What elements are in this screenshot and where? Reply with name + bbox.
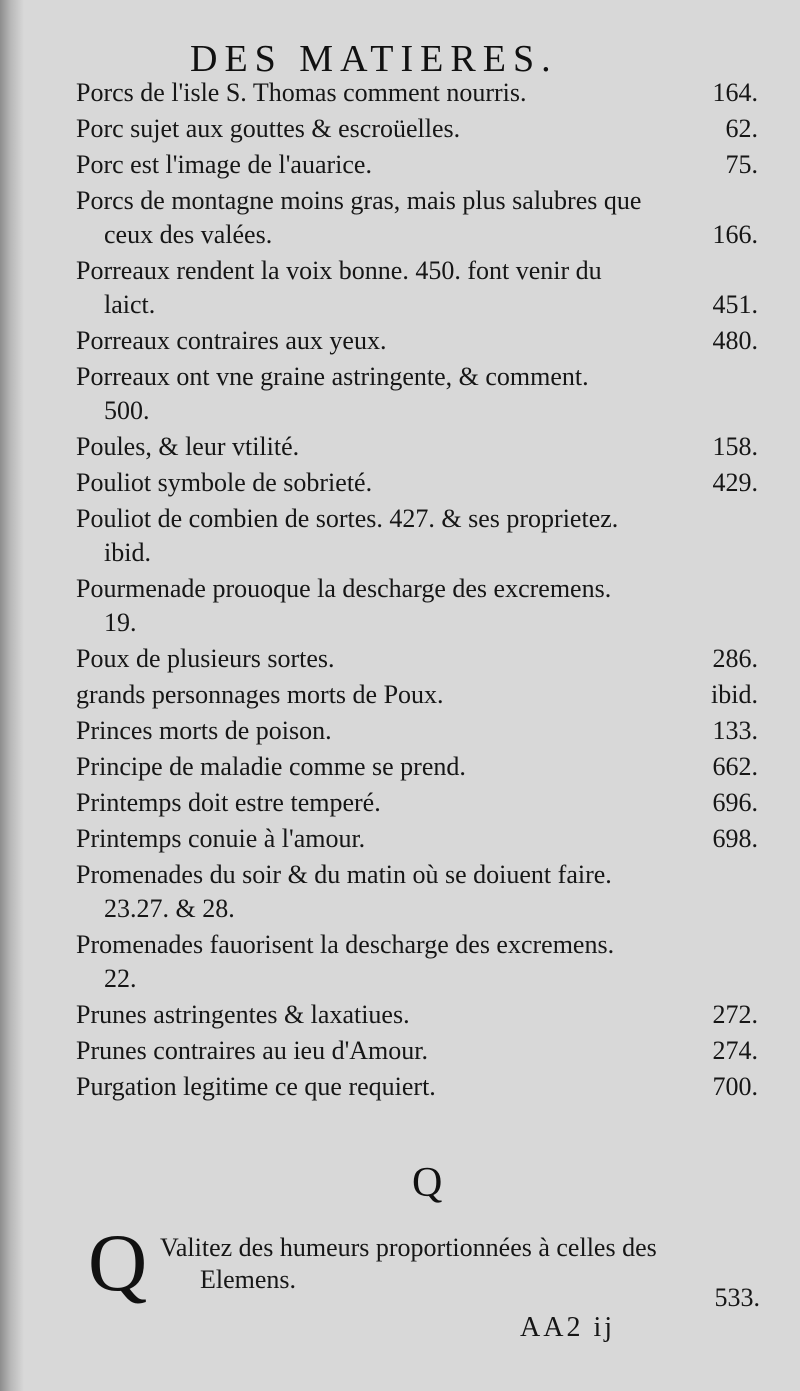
entry-line: ceux des valées. <box>104 220 273 249</box>
entry-line: Promenades du soir & du matin où se doiuent faire. <box>76 860 612 889</box>
entry-line: Purgation legitime ce que requiert. <box>76 1072 436 1101</box>
entry-line: grands personnages morts de Poux. <box>76 680 444 709</box>
entry-page-ref: 274. <box>712 1036 758 1065</box>
entry-page-ref: 158. <box>712 432 758 461</box>
entry-line: Porreaux rendent la voix bonne. 450. font venir du <box>76 256 602 285</box>
entry-line: Printemps doit estre temperé. <box>76 788 381 817</box>
index-entry <box>76 430 766 464</box>
binding-gutter <box>0 0 24 1391</box>
section-letter: Q <box>412 1160 443 1206</box>
index-entry <box>76 786 766 820</box>
index-entry <box>76 858 766 926</box>
entry-line: laict. <box>104 290 156 319</box>
q-index-entry <box>160 1232 768 1296</box>
entry-page-ref: 62. <box>725 114 758 143</box>
entry-line: Elemens. <box>200 1265 297 1294</box>
entry-page-ref: 166. <box>712 220 758 249</box>
dropcap-letter: Q <box>88 1217 148 1308</box>
index-entry <box>76 572 766 640</box>
index-entry <box>76 928 766 996</box>
index-entry <box>76 112 766 146</box>
entry-page-ref: 164. <box>712 78 758 107</box>
entry-page-ref: 533. <box>714 1283 760 1312</box>
index-entry <box>76 502 766 570</box>
index-entry <box>76 822 766 856</box>
entry-line: 500. <box>104 396 150 425</box>
entry-page-ref: 662. <box>712 752 758 781</box>
index-entry <box>76 1034 766 1068</box>
entry-page-ref: ibid. <box>711 680 758 709</box>
index-entry <box>76 324 766 358</box>
entry-page-ref: 480. <box>712 326 758 355</box>
signature-mark: AA2 ij <box>520 1312 615 1343</box>
entry-line: Printemps conuie à l'amour. <box>76 824 366 853</box>
index-entry <box>76 642 766 676</box>
index-entry <box>76 184 766 252</box>
entry-page-ref: 286. <box>712 644 758 673</box>
entry-line: Porcs de montagne moins gras, mais plus salubres que <box>76 186 642 215</box>
entry-page-ref: 698. <box>712 824 758 853</box>
entry-page-ref: 696. <box>712 788 758 817</box>
entry-line: Poux de plusieurs sortes. <box>76 644 335 673</box>
entry-line: Porc est l'image de l'auarice. <box>76 150 372 179</box>
entry-line: Porc sujet aux gouttes & escroüelles. <box>76 114 461 143</box>
index-entry <box>76 678 766 712</box>
entry-line: 23.27. & 28. <box>104 894 235 923</box>
index-entry <box>76 1070 766 1104</box>
index-entry <box>76 76 766 110</box>
entry-line: Valitez des humeurs proportionnées à celles des <box>160 1233 657 1262</box>
index-entry <box>76 254 766 322</box>
entry-page-ref: 133. <box>712 716 758 745</box>
index-entry <box>76 360 766 428</box>
entry-line: 22. <box>104 964 137 993</box>
entry-page-ref: 75. <box>725 150 758 179</box>
index-entry <box>76 750 766 784</box>
entry-line: Princes morts de poison. <box>76 716 332 745</box>
entry-line: Porcs de l'isle S. Thomas comment nourris. <box>76 78 527 107</box>
index-entry <box>76 998 766 1032</box>
index-entry <box>76 714 766 748</box>
index-entry <box>76 466 766 500</box>
entry-line: ibid. <box>104 538 151 567</box>
page-heading: DES MATIERES. <box>190 38 558 80</box>
entry-line: Prunes astringentes & laxatiues. <box>76 1000 410 1029</box>
entry-line: Pourmenade prouoque la descharge des excremens. <box>76 574 612 603</box>
index-entries <box>76 76 766 1106</box>
entry-line: Porreaux contraires aux yeux. <box>76 326 387 355</box>
entry-page-ref: 451. <box>712 290 758 319</box>
entry-line: Poules, & leur vtilité. <box>76 432 300 461</box>
entry-page-ref: 700. <box>712 1072 758 1101</box>
entry-line: Porreaux ont vne graine astringente, & comment. <box>76 362 589 391</box>
entry-page-ref: 429. <box>712 468 758 497</box>
entry-page-ref: 272. <box>712 1000 758 1029</box>
entry-line: Promenades fauorisent la descharge des excremens. <box>76 930 615 959</box>
entry-line: Prunes contraires au ieu d'Amour. <box>76 1036 428 1065</box>
entry-line: Principe de maladie comme se prend. <box>76 752 466 781</box>
index-entry <box>76 148 766 182</box>
entry-line: Pouliot de combien de sortes. 427. & ses proprietez. <box>76 504 619 533</box>
entry-line: Pouliot symbole de sobrieté. <box>76 468 373 497</box>
entry-line: 19. <box>104 608 137 637</box>
